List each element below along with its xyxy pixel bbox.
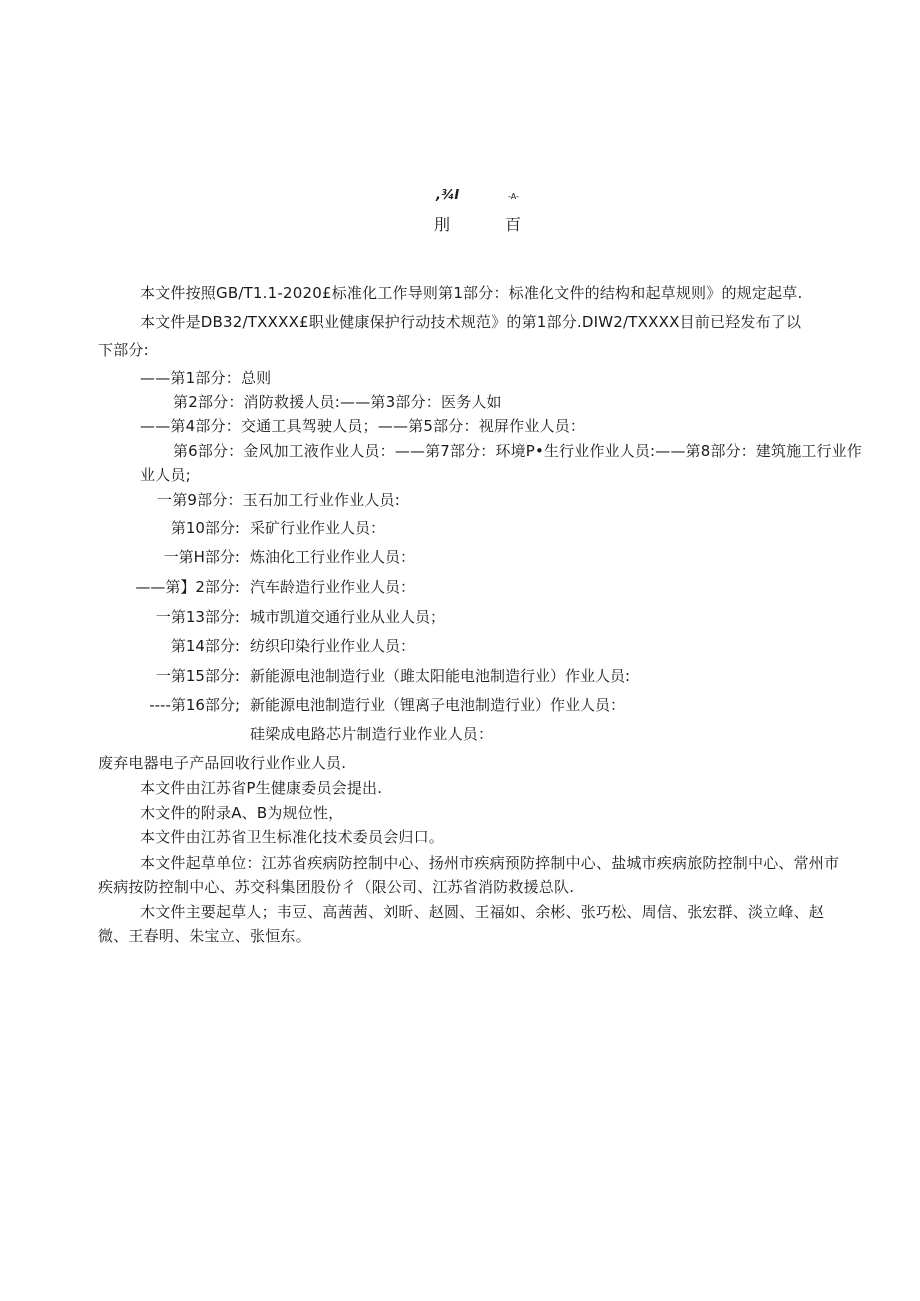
paragraph-standard-basis: 本文件按照GB/T1.1-2020£标准化工作导则第1部分：标准化文件的结构和起草规则》的规定起草. (140, 284, 803, 302)
header-marks: ,¾I (436, 188, 460, 203)
part-list-line-chip: 硅梁成电路芯片制造行业作业人员： (250, 725, 494, 743)
paragraph-drafting-units-line1: 本文件起草单位：江苏省疾病防控制中心、扬州市疾病预防捽制中心、盐城市疾病旅防控制中心、常州市 (140, 854, 840, 872)
part-list-line-4a: 第6部分：金风加工液作业人员：——第7部分：环境P•生行业作业人员:——第8部分：建筑施工行业作 (173, 442, 862, 460)
part-list-line-2: 第2部分：消防救援人员:——第3部分：医务人如 (173, 393, 502, 411)
part-list-line-5: 一第9部分：玉石加工行业作业人员: (157, 491, 400, 509)
part-label: 第10部分: (170, 519, 240, 537)
page-title-left: 刖 (434, 215, 451, 234)
paragraph-drafting-units-line2: 疾病按防控制中心、苏交科集团股份彳（限公司、江苏省消防救援总队. (98, 878, 575, 896)
part-label: 一第15部分: (155, 667, 240, 685)
part-text: 城市凯道交通行业从业人员； (250, 608, 446, 626)
paragraph-series-intro-line1: 本文件是DB32/TXXXX£职业健康保护行动技术规范》的第1部分.DIW2/TXXXX目前已羟发布了以 (140, 313, 802, 331)
part-text: 纺织印染行业作业人员： (250, 637, 416, 655)
paragraph-appendix: 木文件的附录A、B为规位性， (140, 804, 344, 822)
part-list-line-4b: 业人员; (140, 466, 191, 484)
part-text: 新能源电池制造行业（雎太阳能电池制造行业）作业人员: (250, 667, 631, 685)
paragraph-proposer: 本文件由江苏省P生健康委员会提出. (140, 779, 383, 797)
part-label: ——第】2部分: (135, 578, 240, 596)
part-label: ----第16部分; (149, 696, 240, 714)
part-text: 汽车龄造行业作业人员： (250, 578, 416, 596)
part-text: 新能源电池制造行业（锂离子电池制造行业）作业人员： (250, 696, 626, 714)
part-list-line-1: ——第1部分：总则 (140, 369, 272, 387)
page-title-right: 百 (505, 215, 522, 234)
paragraph-drafters-line1: 木文件主要起草人；韦豆、高茜茜、刘昕、赵圆、王福如、余彬、张巧松、周信、张宏群、淡立峰、赵 (140, 903, 825, 921)
part-list-line-3: ——第4部分：交通工具驾驶人员；——第5部分：视屏作业人员： (140, 417, 586, 435)
part-list-line-waste: 废弃电器电子产品回收行业作业人员. (98, 754, 347, 772)
paragraph-drafters-line2: 微、王春明、朱宝立、张恒东。 (98, 927, 311, 945)
part-text: 炼油化工行业作业人员： (250, 548, 416, 566)
part-label: 第14部分: (170, 637, 240, 655)
part-label: 一第13部分: (155, 608, 240, 626)
part-label: 一第H部分: (163, 548, 240, 566)
paragraph-series-intro-line2: 下部分: (98, 341, 149, 359)
paragraph-committee: 本文件由江苏省卫生标准化技术委员会归口。 (140, 828, 445, 846)
header-marks-small: -A- (508, 192, 519, 201)
part-text: 采矿行业作业人员： (250, 519, 386, 537)
